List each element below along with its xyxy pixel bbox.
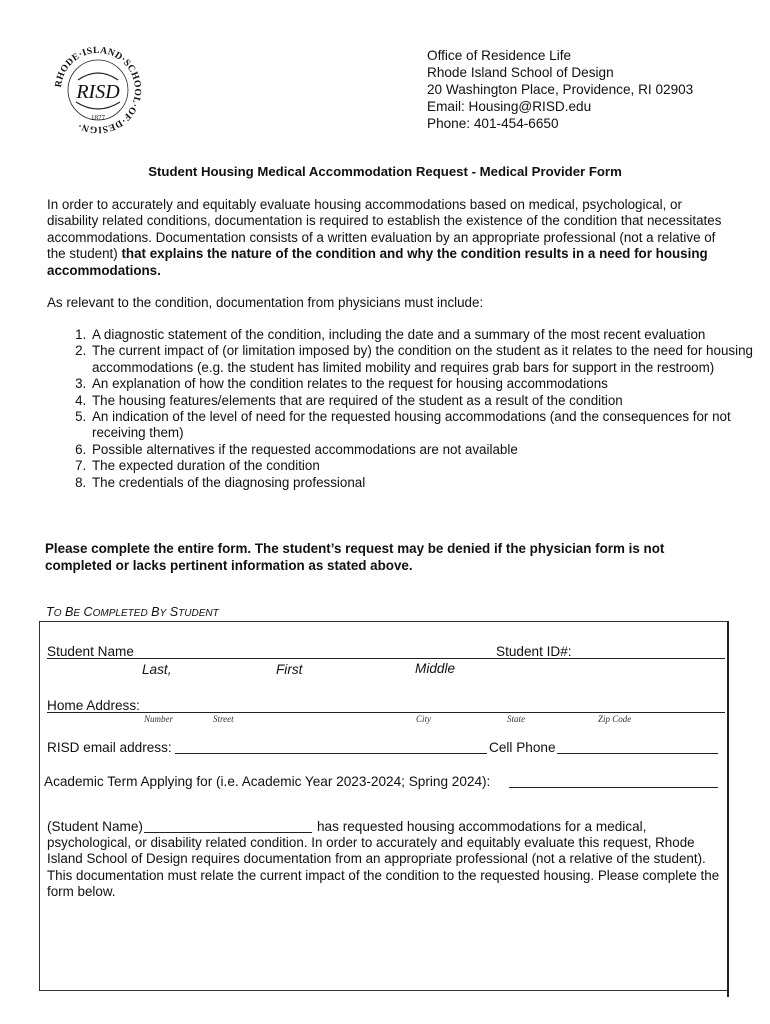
requirement-item: 4. The housing features/elements that are required of the student as a result of the condition [90, 393, 758, 409]
student-name-label: Student Name [47, 644, 134, 659]
cell-phone-label: Cell Phone [489, 740, 556, 755]
box-right-rule [727, 621, 729, 997]
relevant-heading: As relevant to the condition, documentation from physicians must include: [47, 295, 484, 310]
student-id-label: Student ID#: [496, 644, 572, 659]
address-number-caption: Number [144, 714, 173, 724]
form-title: Student Housing Medical Accommodation Request - Medical Provider Form [148, 164, 622, 179]
requirement-item: 7. The expected duration of the condition [90, 458, 758, 474]
intro-text: In order to accurately and equitably evaluate housing accommodations based on medical, psychological, or disability related conditions, documentation is required to establish the existence of the condition that necessitates accommodations. Documentation consists of a written evaluation by an appropriate professional (not a relative of the student) [47, 197, 722, 262]
requirement-item: 2. The current impact of (or limitation imposed by) the condition on the student as it relates to the need for housing accommodations (e.g. the student has limited mobility and requires grab bars for support in the restroom) [90, 343, 758, 376]
requirement-item: 5. An indication of the level of need for the requested housing accommodations (and the consequences for not receiving them) [90, 409, 758, 442]
requirement-item: 3. An explanation of how the condition relates to the request for housing accommodations [90, 376, 758, 392]
school-name: Rhode Island School of Design [427, 65, 614, 80]
completion-notice: Please complete the entire form. The student’s request may be denied if the physician form is not completed or lacks pertinent information as stated above. [45, 541, 665, 573]
requirement-item: 1. A diagnostic statement of the condition, including the date and a summary of the most recent evaluation [90, 327, 758, 343]
statement-student-name-label: (Student Name) [47, 819, 143, 834]
address-city-caption: City [416, 714, 431, 724]
intro-paragraph [47, 197, 727, 279]
seal-ring-text: RHODE·ISLAND·SCHOOL·OF·DESIGN· [52, 44, 144, 136]
office-street-address: 20 Washington Place, Providence, RI 02903 [427, 82, 694, 97]
requirements-list [46, 327, 758, 491]
home-address-field[interactable] [47, 712, 725, 713]
email-field[interactable] [175, 753, 487, 754]
address-state-caption: State [507, 714, 525, 724]
risd-seal-logo [52, 44, 144, 136]
address-zip-caption: Zip Code [598, 714, 632, 724]
cell-phone-field[interactable] [557, 753, 718, 754]
address-street-caption: Street [213, 714, 234, 724]
middle-name-caption: Middle [415, 661, 456, 676]
seal-year: 1877 [91, 114, 105, 122]
first-name-caption: First [276, 662, 303, 677]
office-phone: Phone: 401-454-6650 [427, 116, 559, 131]
academic-term-field[interactable] [509, 787, 718, 788]
section-heading: TO BE COMPLETED BY STUDENT [46, 605, 219, 619]
office-email: Email: Housing@RISD.edu [427, 99, 592, 114]
student-name-field[interactable] [47, 658, 725, 659]
academic-term-label: Academic Term Applying for (i.e. Academic Year 2023-2024; Spring 2024): [44, 774, 491, 789]
intro-bold-text: that explains the nature of the condition and why the condition results in a need for housing accommodations. [47, 246, 708, 278]
office-address-block [427, 47, 693, 132]
requirement-item: 8. The credentials of the diagnosing professional [90, 475, 758, 491]
seal-monogram: RISD [76, 81, 120, 103]
office-name: Office of Residence Life [427, 48, 572, 63]
statement-student-name-field[interactable] [144, 832, 312, 833]
email-label: RISD email address: [47, 740, 172, 755]
last-name-caption: Last, [142, 662, 172, 677]
statement-first-line: has requested housing accommodations for a medical, [317, 819, 647, 834]
statement-body: psychological, or disability related condition. In order to accurately and equitably evaluate this request, Rhode Island School of Design requires documentation from an appropriate professional (not a relative of the student). This documentation must relate the current impact of the condition to the requested housing. Please complete the form below. [47, 835, 720, 900]
home-address-label: Home Address: [47, 698, 140, 713]
requirement-item: 6. Possible alternatives if the requested accommodations are not available [90, 442, 758, 458]
